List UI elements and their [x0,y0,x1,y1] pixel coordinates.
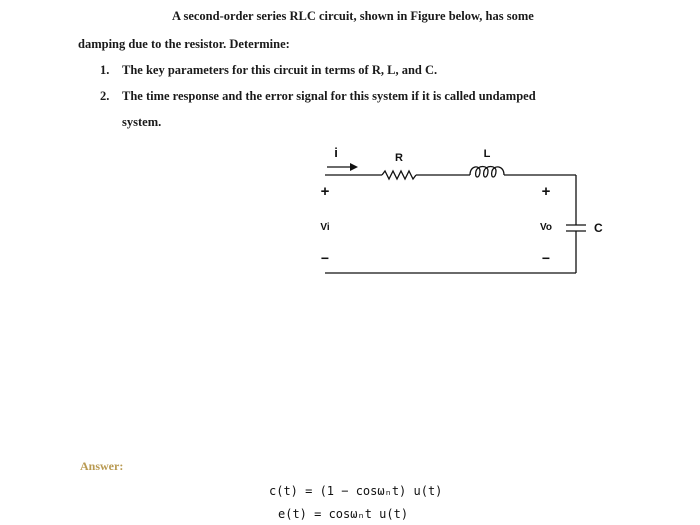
input-plus-sign: + [320,183,330,200]
input-voltage-label: Vi [320,222,330,233]
current-label: i [334,145,338,160]
output-plus-sign: + [541,183,551,200]
capacitor-label: C [594,221,603,235]
question-item-1-text: The key parameters for this circuit in terms of R, L, and C. [122,63,438,77]
input-minus-sign: − [320,250,330,266]
question-item-1 [100,63,437,78]
question-item-2 [100,89,536,104]
inductor-symbol [470,167,504,178]
problem-intro-line-2: damping due to the resistor. Determine: [78,37,290,51]
question-item-1-number: 1. [100,63,110,77]
resistor-label: R [395,152,403,164]
question-item-2-number: 2. [100,89,110,103]
resistor-symbol [382,171,416,179]
answer-label: Answer: [80,459,124,473]
current-arrow-head [350,163,358,171]
answer-equation-error: e(t) = cosωₙt u(t) [278,507,409,521]
inductor-label: L [483,148,491,160]
problem-intro-line-1: A second-order series RLC circuit, shown in Figure below, has some [172,9,534,23]
question-item-2-continued: system. [122,115,162,129]
output-voltage-label: Vo [539,222,553,233]
output-minus-sign: − [541,250,551,266]
answer-equation-output: c(t) = (1 − cosωₙt) u(t) [269,484,443,498]
question-item-2-text: The time response and the error signal for this system if it is called undamped [122,89,536,103]
rlc-circuit-diagram [300,135,640,285]
